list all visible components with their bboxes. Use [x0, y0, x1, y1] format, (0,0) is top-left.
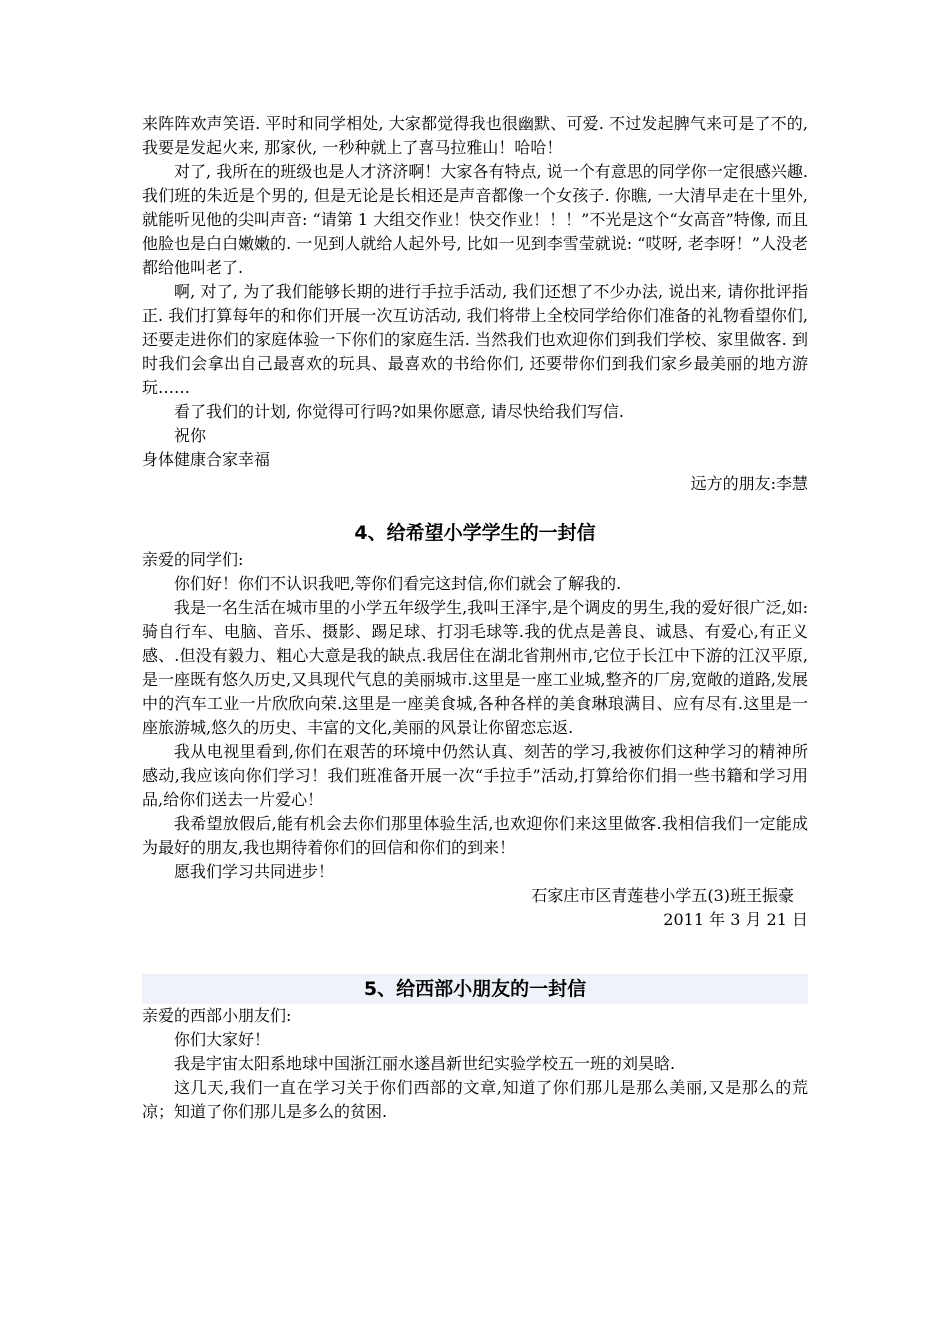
document-page: [142, 112, 808, 1124]
signature: 石家庄市区青莲巷小学五(3)班王振豪: [531, 886, 794, 905]
letter-5: [142, 974, 808, 1124]
paragraph: 我从电视里看到,你们在艰苦的环境中仍然认真、刻苦的学习,我被你们这种学习的精神所感动,我应该向你们学习！我们班准备开展一次“手拉手”活动,打算给你们捐一些书籍和学习用品,给你们送去一片爱心！: [142, 742, 808, 809]
closing: 祝你: [174, 426, 207, 445]
letter-3-continued: [142, 112, 808, 496]
paragraph: 看了我们的计划, 你觉得可行吗?如果你愿意, 请尽快给我们写信.: [174, 402, 625, 421]
date: 2011 年 3 月 21 日: [663, 910, 808, 929]
paragraph: 愿我们学习共同进步！: [174, 862, 335, 881]
signature: 远方的朋友:李慧: [690, 474, 808, 493]
paragraph: 这几天,我们一直在学习关于你们西部的文章,知道了你们那儿是那么美丽,又是那么的荒凉；知道了你们那儿是多么的贫困.: [142, 1078, 808, 1121]
letter-title: 5、给西部小朋友的一封信: [142, 974, 808, 1004]
greeting: 亲爱的西部小朋友们:: [142, 1006, 292, 1025]
paragraph: 我是一名生活在城市里的小学五年级学生,我叫王泽宇,是个调皮的男生,我的爱好很广泛,如:骑自行车、电脑、音乐、摄影、踢足球、打羽毛球等.我的优点是善良、诚恳、有爱心,有正义感、.但没有毅力、粗心大意是我的缺点.我居住在湖北省荆州市,它位于长江中下游的江汉平原,是一座既有悠久历史,又具现代气息的美丽城市.这里是一座工业城,整齐的厂房,宽敞的道路,发展中的汽车工业一片欣欣向荣.这里是一座美食城,各种各样的美食琳琅满目、应有尽有.这里是一座旅游城,悠久的历史、丰富的文化,美丽的风景让你留恋忘返.: [142, 598, 808, 737]
paragraph: 来阵阵欢声笑语. 平时和同学相处, 大家都觉得我也很幽默、可爱. 不过发起脾气来可是了不的, 我要是发起火来, 那家伙, 一秒种就上了喜马拉雅山！哈哈！: [142, 114, 808, 157]
greeting: 亲爱的同学们:: [142, 550, 244, 569]
letter-4: [142, 518, 808, 932]
paragraph: 我希望放假后,能有机会去你们那里体验生活,也欢迎你们来这里做客.我相信我们一定能成为最好的朋友,我也期待着你们的回信和你们的到来！: [142, 814, 808, 857]
paragraph: 你们大家好！: [174, 1030, 271, 1049]
paragraph: 你们好！你们不认识我吧,等你们看完这封信,你们就会了解我的.: [174, 574, 622, 593]
paragraph: 对了, 我所在的班级也是人才济济啊！大家各有特点, 说一个有意思的同学你一定很感兴趣. 我们班的朱近是个男的, 但是无论是长相还是声音都像一个女孩子. 你瞧, 一大清早走在十里外, 就能听见他的尖叫声音: “请第 1 大组交作业！快交作业！！！”不光是这个“女高音”特像, 而且他脸也是白白嫩嫩的. 一见到人就给人起外号, 比如一见到李雪莹就说: “哎呀, 老李呀！”人没老都给他叫老了.: [142, 162, 808, 277]
letter-title: 4、给希望小学学生的一封信: [354, 522, 596, 544]
wish: 身体健康合家幸福: [142, 450, 271, 469]
paragraph: 啊, 对了, 为了我们能够长期的进行手拉手活动, 我们还想了不少办法, 说出来, 请你批评指正. 我们打算每年的和你们开展一次互访活动, 我们将带上全校同学给你们准备的礼物看望你们, 还要走进你们的家庭体验一下你们的家庭生活. 当然我们也欢迎你们到我们学校、家里做客. 到时我们会拿出自己最喜欢的玩具、最喜欢的书给你们, 还要带你们到我们家乡最美丽的地方游玩……: [142, 282, 808, 397]
paragraph: 我是宇宙太阳系地球中国浙江丽水遂昌新世纪实验学校五一班的刘昊晗.: [174, 1054, 676, 1073]
